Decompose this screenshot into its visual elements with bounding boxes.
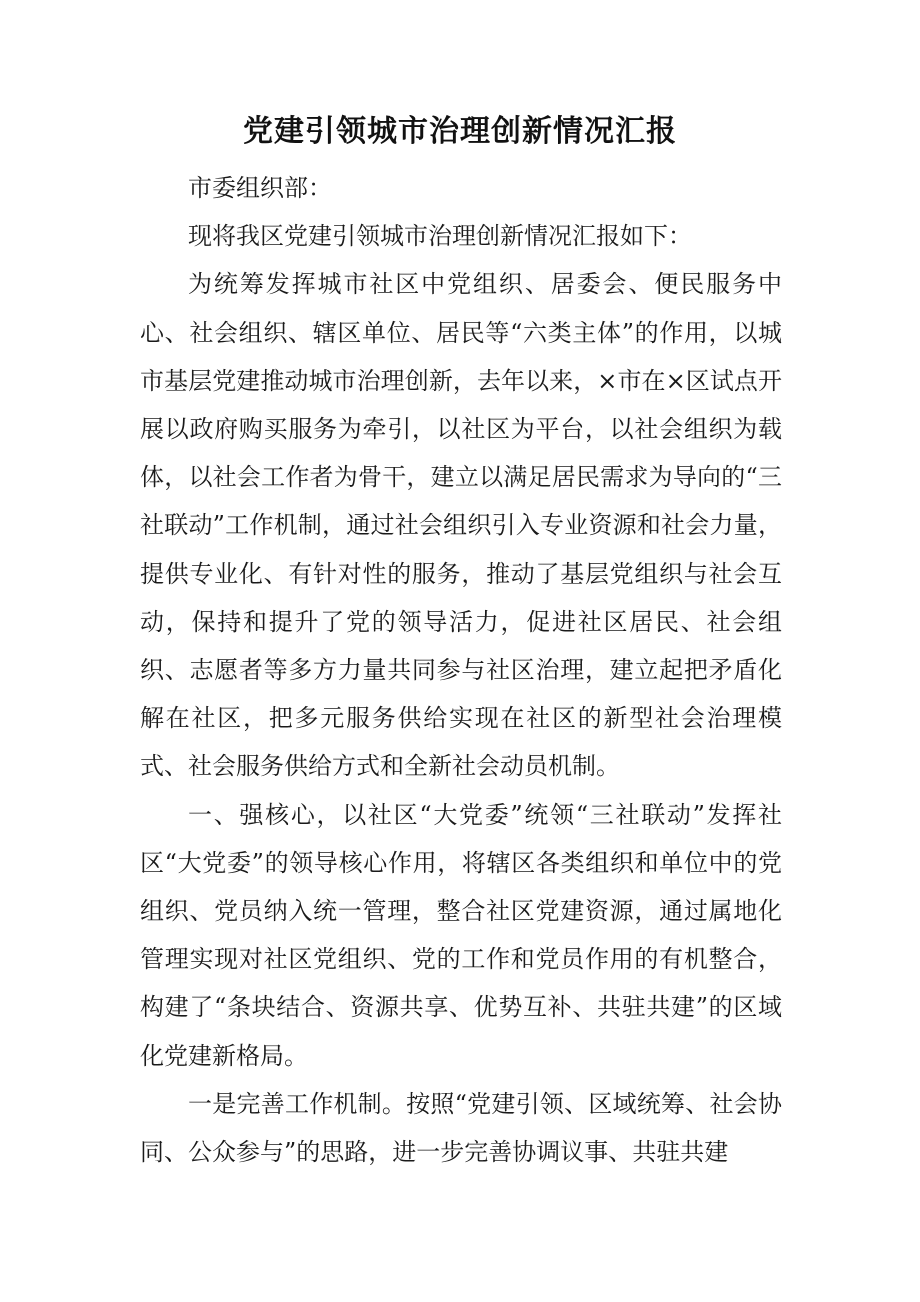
intro-paragraph: 现将我区党建引领城市治理创新情况汇报如下： — [188, 222, 692, 251]
point-one-paragraph: 一是完善工作机制。按照“党建引领、区域统筹、社会协同、公众参与”的思路，进一步完善协调议事、共驻共建 — [140, 1089, 782, 1167]
section-one-paragraph: 一、强核心，以社区“大党委”统领“三社联动”发挥社区“大党委”的领导核心作用，将辖区各类组织和单位中的党组织、党员纳入统一管理，整合社区党建资源，通过属地化管理实现对社区党组织、党的工作和党员作用的有机整合，构建了“条块结合、资源共享、优势互补、共驻共建”的区域化党建新格局。 — [140, 800, 782, 1070]
addressee-line: 市委组织部： — [188, 174, 332, 202]
document-title: 党建引领城市治理创新情况汇报 — [243, 114, 677, 149]
background-paragraph: 为统筹发挥城市社区中党组织、居委会、便民服务中心、社会组织、辖区单位、居民等“六类主体”的作用，以城市基层党建推动城市治理创新，去年以来，×市在×区试点开展以政府购买服务为牵引，以社区为平台，以社会组织为载体，以社会工作者为骨干，建立以满足居民需求为导向的“三社联动”工作机制，通过社会组织引入专业资源和社会力量，提供专业化、有针对性的服务，推动了基层党组织与社会互动，保持和提升了党的领导活力，促进社区居民、社会组织、志愿者等多方力量共同参与社区治理，建立起把矛盾化解在社区，把多元服务供给实现在社区的新型社会治理模式、社会服务供给方式和全新社会动员机制。 — [140, 270, 782, 781]
document-body — [140, 164, 782, 1176]
